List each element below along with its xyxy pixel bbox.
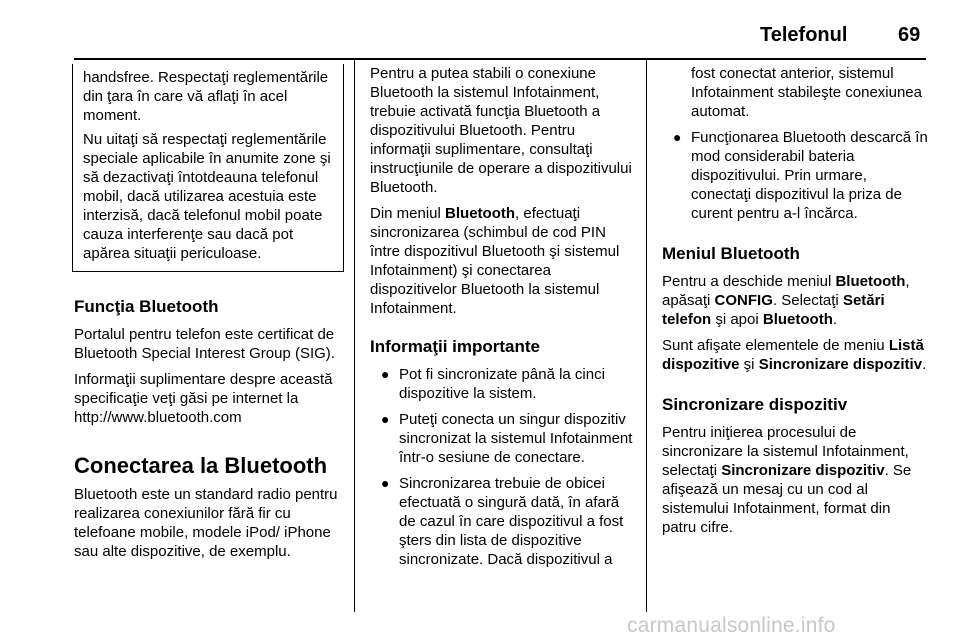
column-2 xyxy=(370,64,638,576)
paragraph: Portalul pentru telefon este certificat de Bluetooth Special Interest Group (SIG). xyxy=(74,326,335,362)
list-item: ● Funcţionarea Bluetooth descarcă în mod considerabil bateria dispozitivului. Prin urmare, conectaţi dispozitivul la priza de curent pentru a-l încărca. xyxy=(673,129,928,222)
bullet-list xyxy=(662,128,928,223)
chapter-heading-conectarea: Conectarea la Bluetooth xyxy=(74,453,328,478)
warning-paragraph: handsfree. Respectaţi reglementările din ţara în care vă aflaţi în acel moment. xyxy=(83,69,329,124)
warning-box xyxy=(72,64,344,272)
list-item: ● Sincronizarea trebuie de obicei efectuată o singură dată, în afară de cazul în care dispozitivul a fost şters din lista de dispozitive sincronizate. Dacă dispozitivul a xyxy=(381,475,624,568)
paragraph: Informaţii suplimentare despre această specificaţie veţi găsi pe internet la http://www.bluetooth.com xyxy=(74,371,333,426)
section-heading-meniul-bluetooth: Meniul Bluetooth xyxy=(662,244,800,263)
bullet-icon: ● xyxy=(381,366,390,382)
watermark: carmanualsonline.info xyxy=(627,614,836,637)
bullet-icon: ● xyxy=(381,411,390,427)
column-divider-1 xyxy=(354,60,355,612)
bullet-list xyxy=(370,365,638,569)
list-item: ● Pot fi sincronizate până la cinci dispozitive la sistem. xyxy=(381,366,605,402)
paragraph: Pentru a putea stabili o conexiune Bluetooth la sistemul Infotainment, trebuie activată funcţia Bluetooth a dispozitivului Bluetooth. Pentru informaţii suplimentare, consultaţi instrucţiunile de operare a dispozitivului Bluetooth. xyxy=(370,65,632,196)
warning-paragraph: Nu uitaţi să respectaţi reglementările speciale aplicabile în anumite zone şi să dezactivaţi întotdeauna telefonul mobil, dacă utilizarea acestuia este interzisă, dacă telefonul mobil poate cauza interferenţe sau dacă pot apărea situaţii periculoase. xyxy=(83,131,331,262)
paragraph: Bluetooth este un standard radio pentru realizarea conexiunilor fără fir cu telefoane mobile, modele iPod/ iPhone sau alte dispozitive, de exemplu. xyxy=(74,486,338,560)
column-divider-2 xyxy=(646,60,647,612)
page-title: Telefonul xyxy=(760,24,848,46)
paragraph: Sunt afişate elementele de meniu Listă dispozitive şi Sincronizare dispozitiv. xyxy=(662,337,927,373)
list-item-continuation: fost conectat anterior, sistemul Infotainment stabileşte conexiunea automat. xyxy=(691,65,922,120)
section-heading-informatii: Informaţii importante xyxy=(370,337,541,356)
list-item: ● Puteţi conecta un singur dispozitiv sincronizat la sistemul Infotainment într-o sesiune de conectare. xyxy=(381,411,633,466)
header-rule xyxy=(74,58,926,60)
column-1 xyxy=(74,64,344,568)
section-heading-functia-bluetooth: Funcţia Bluetooth xyxy=(74,297,219,316)
menu-term: Bluetooth xyxy=(445,205,516,222)
bullet-icon: ● xyxy=(673,129,682,145)
column-3 xyxy=(662,64,928,544)
section-heading-sincronizare: Sincronizare dispozitiv xyxy=(662,395,848,414)
paragraph: Pentru iniţierea procesului de sincronizare la sistemul Infotainment, selectaţi Sincronizare dispozitiv. Se afişează un mesaj cu un cod al sistemului Infotainment, format din patru cifre. xyxy=(662,424,912,536)
page-header xyxy=(0,0,960,60)
page-number: 69 xyxy=(898,24,921,46)
bullet-icon: ● xyxy=(381,475,390,491)
paragraph: Din meniul Bluetooth, efectuaţi sincronizarea (schimbul de cod PIN între dispozitivul Bluetooth şi sistemul Infotainment) şi conectarea dispozitivelor Bluetooth la sistemul Infotainment. xyxy=(370,205,620,317)
paragraph: Pentru a deschide meniul Bluetooth, apăsaţi CONFIG. Selectaţi Setări telefon şi apoi Bluetooth. xyxy=(662,273,910,328)
